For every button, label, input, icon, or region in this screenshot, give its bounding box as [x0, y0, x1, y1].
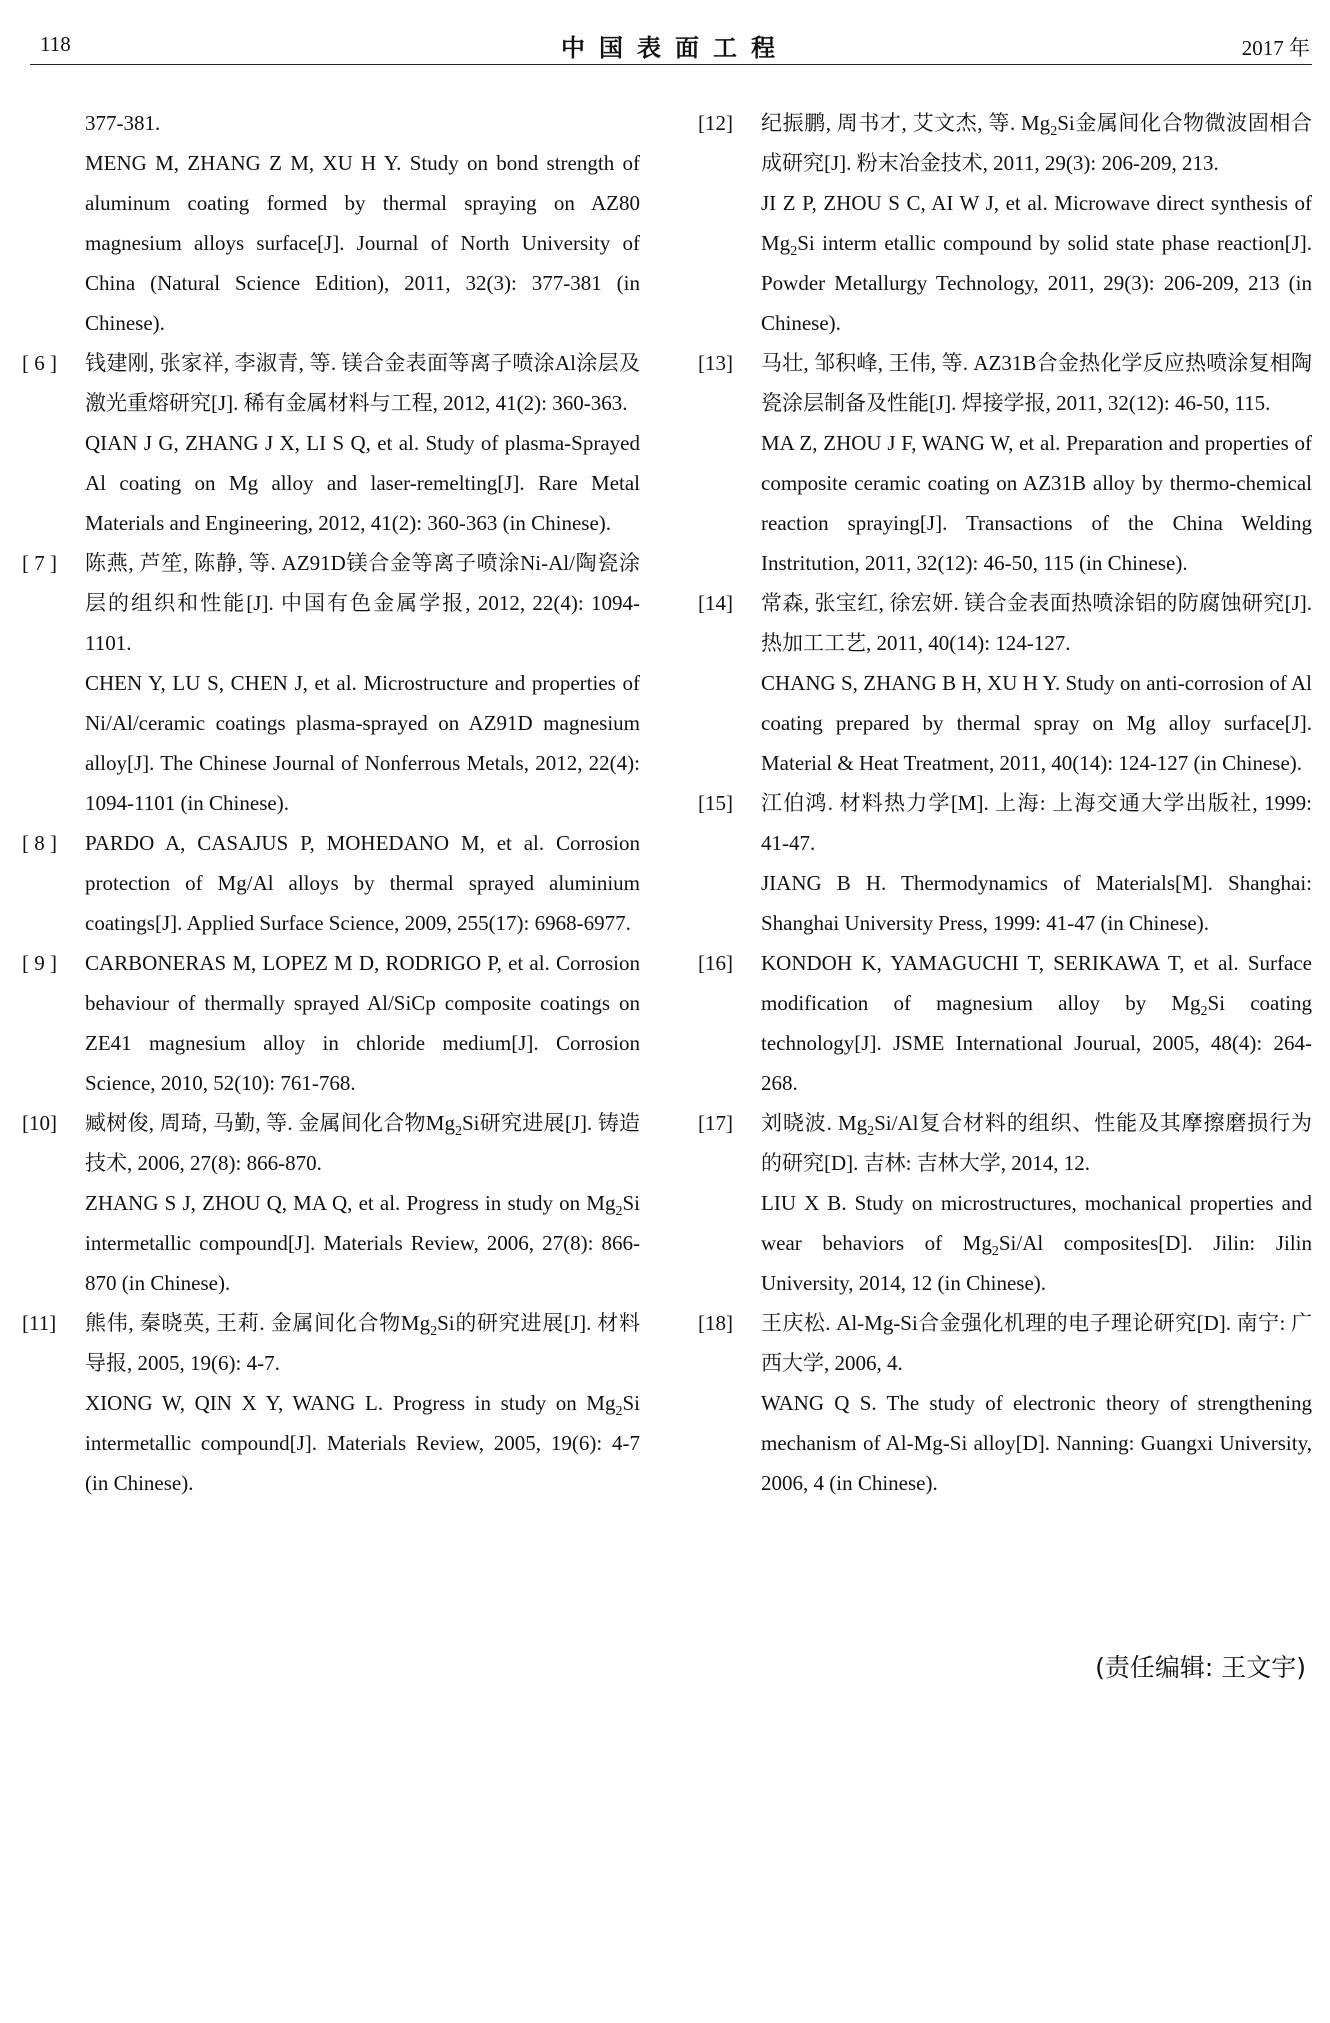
reference-entry — [698, 583, 1312, 783]
reference-entry — [22, 543, 640, 823]
reference-text: XIONG W, QIN X Y, WANG L. Progress in study on $Mg_2Si$ intermetallic compound[J]. Materials Review, 2005, 19(6): 4-7 (in Chinese). — [85, 1391, 640, 1495]
reference-entry — [22, 1303, 640, 1503]
reference-number: [12] — [698, 111, 733, 135]
reference-text: PARDO A, CASAJUS P, MOHEDANO M, et al. Corrosion protection of Mg/Al alloys by thermal sprayed aluminium coatings[J]. Applied Surface Science, 2009, 255(17): 6968-6977. — [85, 831, 640, 935]
page-header — [40, 28, 1310, 62]
reference-text: 钱建刚, 张家祥, 李淑青, 等. 镁合金表面等离子喷涂Al涂层及激光重熔研究[J]. 稀有金属材料与工程, 2012, 41(2): 360-363. — [85, 351, 640, 415]
reference-number: [18] — [698, 1311, 733, 1335]
reference-text: CARBONERAS M, LOPEZ M D, RODRIGO P, et al. Corrosion behaviour of thermally sprayed Al/SiCp composite coatings on ZE41 magnesium alloy in chloride medium[J]. Corrosion Science, 2010, 52(10): 761-768. — [85, 951, 640, 1095]
reference-number: [15] — [698, 791, 733, 815]
reference-text: 臧树俊, 周琦, 马勤, 等. 金属间化合物$Mg_2Si$研究进展[J]. 铸造技术, 2006, 27(8): 866-870. — [85, 1111, 641, 1175]
reference-text: 熊伟, 秦晓英, 王莉. 金属间化合物$Mg_2Si$的研究进展[J]. 材料导报, 2005, 19(6): 4-7. — [85, 1311, 640, 1375]
reference-text: JI Z P, ZHOU S C, AI W J, et al. Microwave direct synthesis of $Mg_2Si$ interm etallic compound by solid state phase reaction[J]. Powder Metallurgy Technology, 2011, 29(3): 206-209, 213 (in Chinese). — [761, 191, 1312, 335]
left-reference-list — [22, 343, 640, 1503]
journal-title: 中国表面工程 — [561, 36, 789, 62]
reference-entry — [22, 823, 640, 943]
reference-text: 王庆松. Al-Mg-Si合金强化机理的电子理论研究[D]. 南宁: 广西大学, 2006, 4. — [761, 1311, 1312, 1375]
reference-number: [ 6 ] — [22, 351, 57, 375]
journal-year: 2017 年 — [1241, 36, 1310, 60]
reference-text: CHANG S, ZHANG B H, XU H Y. Study on anti-corrosion of Al coating prepared by thermal spray on Mg alloy surface[J]. Material & Heat Treatment, 2011, 40(14): 124-127 (in Chinese). — [761, 671, 1312, 775]
reference-number: [ 8 ] — [22, 831, 57, 855]
reference-entry — [22, 343, 640, 543]
reference-text: 常森, 张宝红, 徐宏妍. 镁合金表面热喷涂铝的防腐蚀研究[J]. 热加工工艺, 2011, 40(14): 124-127. — [761, 591, 1312, 655]
reference-entry — [698, 783, 1312, 943]
reference-entry — [698, 943, 1312, 1103]
reference-entry — [22, 943, 640, 1103]
reference-number: [ 9 ] — [22, 951, 57, 975]
reference-entry — [698, 1103, 1312, 1303]
reference-number: [14] — [698, 591, 733, 615]
reference-entry — [22, 1103, 640, 1303]
reference-text: 刘晓波. $Mg_2Si/Al$复合材料的组织、性能及其摩擦磨损行为的研究[D]. 吉林: 吉林大学, 2014, 12. — [761, 1111, 1312, 1175]
header-rule — [30, 64, 1312, 65]
reference-text: 纪振鹏, 周书才, 艾文杰, 等. $Mg_2Si$金属间化合物微波固相合成研究[J]. 粉末冶金技术, 2011, 29(3): 206-209, 213. — [761, 111, 1312, 175]
editor-note: (责任编辑: 王文宇) — [1095, 1653, 1306, 1682]
reference-number: [10] — [22, 1111, 57, 1135]
reference-number: [11] — [22, 1311, 57, 1335]
reference-text: QIAN J G, ZHANG J X, LI S Q, et al. Study of plasma-Sprayed Al coating on Mg alloy and laser-remelting[J]. Rare Metal Materials and Engineering, 2012, 41(2): 360-363 (in Chinese). — [85, 431, 640, 535]
reference-text: 马壮, 邹积峰, 王伟, 等. AZ31B合金热化学反应热喷涂复相陶瓷涂层制备及性能[J]. 焊接学报, 2011, 32(12): 46-50, 115. — [761, 351, 1312, 415]
reference-text: LIU X B. Study on microstructures, mochanical properties and wear behaviors of $Mg_2Si/Al$ composites[D]. Jilin: Jilin University, 2014, 12 (in Chinese). — [761, 1191, 1312, 1295]
reference-entry — [698, 1303, 1312, 1503]
reference-number: [ 7 ] — [22, 551, 57, 575]
reference-text: JIANG B H. Thermodynamics of Materials[M]. Shanghai: Shanghai University Press, 1999: 41-47 (in Chinese). — [761, 871, 1312, 935]
reference-number: [16] — [698, 951, 733, 975]
right-reference-list — [698, 103, 1312, 1503]
reference-number: [17] — [698, 1111, 733, 1135]
reference-text: ZHANG S J, ZHOU Q, MA Q, et al. Progress in study on $Mg_2Si$ intermetallic compound[J]. Materials Review, 2006, 27(8): 866-870 (in Chinese). — [85, 1191, 640, 1295]
reference-entry — [698, 103, 1312, 343]
reference-text: 陈燕, 芦笙, 陈静, 等. AZ91D镁合金等离子喷涂Ni-Al/陶瓷涂层的组织和性能[J]. 中国有色金属学报, 2012, 22(4): 1094-1101. — [85, 551, 640, 655]
reference-text: 江伯鸿. 材料热力学[M]. 上海: 上海交通大学出版社, 1999: 41-47. — [761, 791, 1312, 855]
reference-number: [13] — [698, 351, 733, 375]
continuation-line: 377-381. — [85, 111, 161, 135]
continuation-line: MENG M, ZHANG Z M, XU H Y. Study on bond strength of aluminum coating formed by thermal spraying on AZ80 magnesium alloys surface[J]. Journal of North University of China (Natural Science Edition), 2011, 32(3): 377-381 (in Chinese). — [85, 151, 640, 335]
reference-text: MA Z, ZHOU J F, WANG W, et al. Preparation and properties of composite ceramic coating on AZ31B alloy by thermo-chemical reaction spraying[J]. Transactions of the China Welding Instritution, 2011, 32(12): 46-50, 115 (in Chinese). — [761, 431, 1312, 575]
reference-entry — [698, 343, 1312, 583]
reference-text: CHEN Y, LU S, CHEN J, et al. Microstructure and properties of Ni/Al/ceramic coatings plasma-sprayed on AZ91D magnesium alloy[J]. The Chinese Journal of Nonferrous Metals, 2012, 22(4): 1094-1101 (in Chinese). — [85, 671, 640, 815]
left-column — [22, 103, 640, 1503]
reference-text: KONDOH K, YAMAGUCHI T, SERIKAWA T, et al. Surface modification of magnesium alloy by $Mg_2Si$ coating technology[J]. JSME International Jourual, 2005, 48(4): 264-268. — [761, 951, 1313, 1095]
reference-text: WANG Q S. The study of electronic theory of strengthening mechanism of Al-Mg-Si alloy[D]. Nanning: Guangxi University, 2006, 4 (in Chinese). — [761, 1391, 1312, 1495]
right-column — [698, 103, 1312, 1503]
page-number: 118 — [40, 32, 71, 56]
